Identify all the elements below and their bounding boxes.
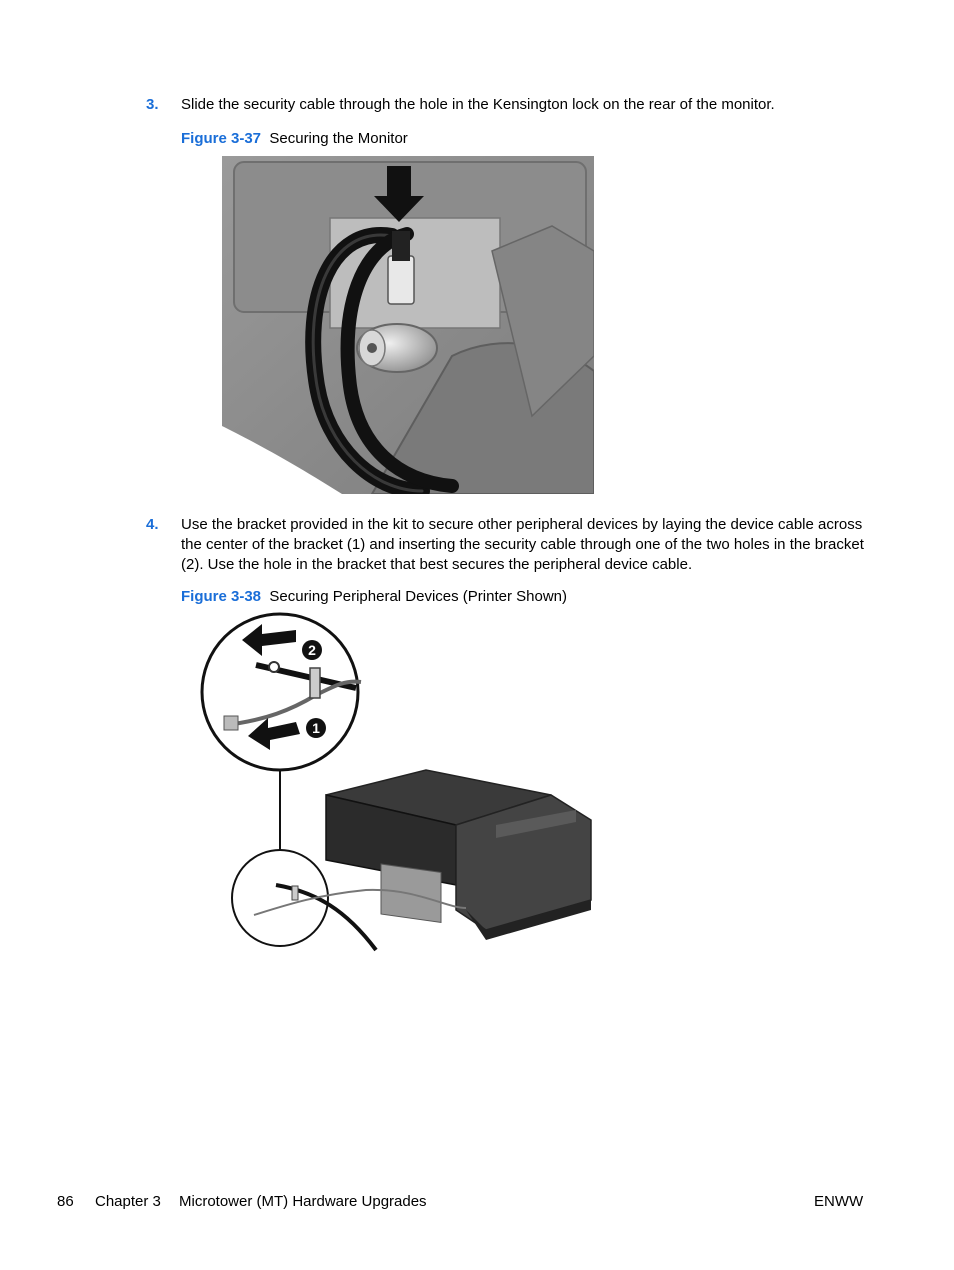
chapter-title: Microtower (MT) Hardware Upgrades <box>179 1193 427 1210</box>
cable-lock-head <box>388 256 414 304</box>
figure-label: Figure 3-37 <box>181 130 262 147</box>
figure-label: Figure 3-38 <box>181 588 262 605</box>
figure-caption-3-38 <box>181 587 567 607</box>
step-text: Slide the security cable through the hole in the Kensington lock on the rear of the monitor. <box>181 96 775 113</box>
callout-2-label: 2 <box>308 642 316 658</box>
step-number: 4. <box>146 516 159 533</box>
monitor-security-illustration <box>222 156 594 494</box>
step-text: Use the bracket provided in the kit to secure other peripheral devices by laying the device cable across the center of the bracket (1) and inserting the security cable through one of the two holes in the bracket (2). Use the hole in the bracket that best secures the peripheral device cable. <box>181 516 864 573</box>
keyhole-icon <box>367 343 377 353</box>
figure-caption-3-37 <box>181 129 408 149</box>
chapter-label: Chapter 3 <box>95 1193 161 1210</box>
printer-security-illustration <box>196 610 596 960</box>
figure-title: Securing the Monitor <box>269 130 408 147</box>
step-number: 3. <box>146 96 159 113</box>
figure-title: Securing Peripheral Devices (Printer Shown) <box>269 588 568 605</box>
bracket <box>292 886 298 900</box>
cable-collar <box>392 231 410 261</box>
bracket <box>310 668 320 698</box>
footer-enww: ENWW <box>814 1193 864 1210</box>
callout-1-label: 1 <box>312 720 320 736</box>
page-number: 86 <box>57 1193 74 1210</box>
